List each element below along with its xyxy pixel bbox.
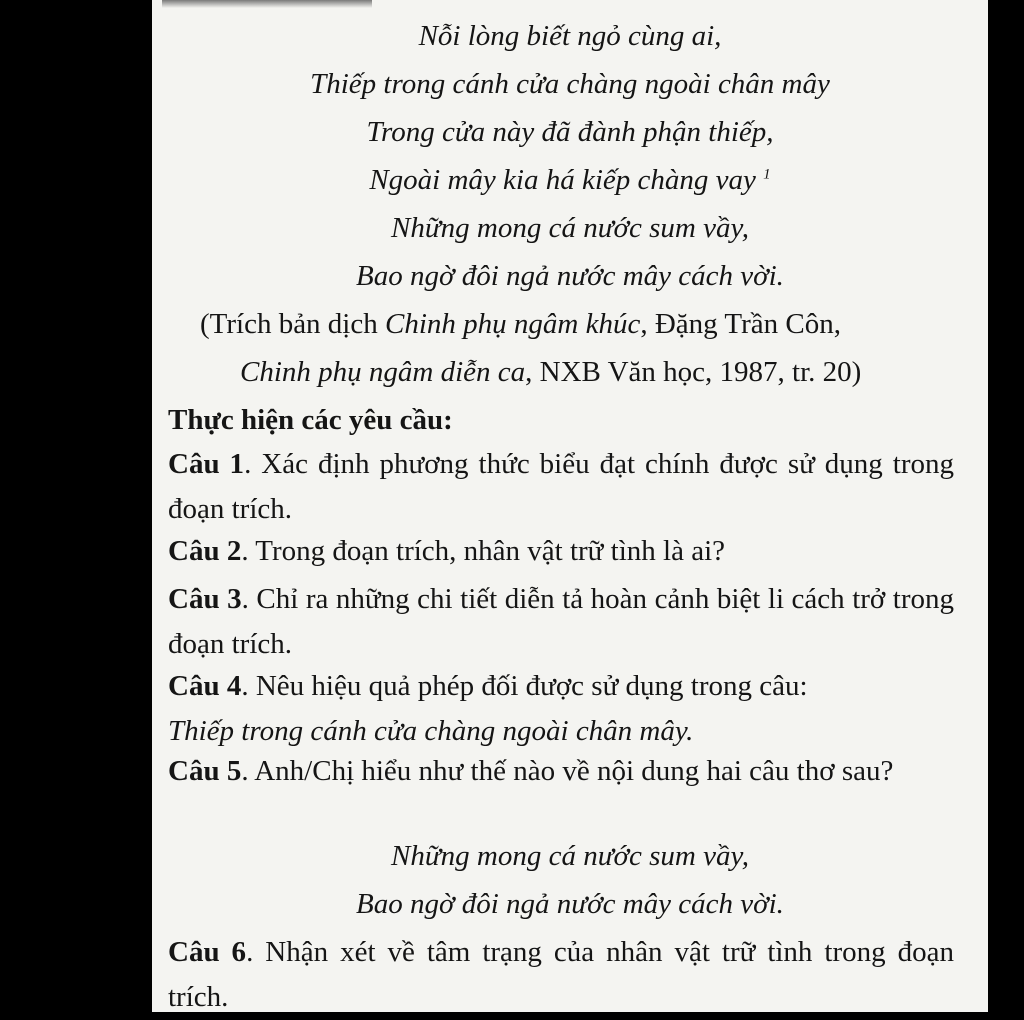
poem-line-2: Thiếp trong cánh cửa chàng ngoài chân mây [310,68,830,100]
question-6 [168,930,954,1020]
question-4-quote: Thiếp trong cánh cửa chàng ngoài chân mây. [168,715,694,747]
citation-open: (Trích bản dịch [200,308,385,340]
citation-work-title-1: Chinh phụ ngâm khúc [385,308,641,340]
task-heading: Thực hiện các yêu cầu: [168,404,453,436]
citation-publisher: , NXB Văn học, 1987, tr. 20) [525,356,862,388]
document-page [152,0,988,1012]
question-1-text: . Xác định phương thức biểu đạt chính được sử dụng trong đoạn trích. [168,448,954,525]
cropped-text-remnant [162,0,372,8]
question-4 [168,664,954,754]
question-3-text: . Chỉ ra những chi tiết diễn tả hoàn cảnh biệt li cách trở trong đoạn trích. [168,583,954,660]
question-2-text: . Trong đoạn trích, nhân vật trữ tình là ai? [241,535,725,567]
citation-work-title-2: Chinh phụ ngâm diễn ca [240,356,526,388]
poem-line-3: Trong cửa này đã đành phận thiếp, [366,116,774,148]
poem-line-6: Bao ngờ đôi ngả nước mây cách vời. [356,260,784,292]
question-6-text: . Nhận xét về tâm trạng của nhân vật trữ tình trong đoạn trích. [168,936,954,1013]
citation-line-1 [200,306,841,342]
question-5-text: . Anh/Chị hiểu như thế nào về nội dung hai câu thơ sau? [241,755,894,787]
poem-line-4-text: Ngoài mây kia há kiếp chàng vay [369,164,756,196]
question-1 [168,442,954,532]
question-2-label: Câu 2 [168,535,242,567]
question-2 [168,529,954,574]
question-1-label: Câu 1 [168,448,245,480]
question-4-text: . Nêu hiệu quả phép đối được sử dụng trong câu: [241,670,808,702]
question-3-label: Câu 3 [168,583,242,615]
question-5-label: Câu 5 [168,755,242,787]
footnote-marker: 1 [763,166,771,183]
question-6-label: Câu 6 [168,936,247,968]
question-5 [168,749,954,794]
citation-author: , Đặng Trần Côn, [640,308,841,340]
poem-line-1: Nỗi lòng biết ngỏ cùng ai, [418,20,722,52]
question-4-label: Câu 4 [168,670,242,702]
quoted-couplet-line-1: Những mong cá nước sum vầy, [390,840,749,872]
poem-line-4 [152,162,988,198]
question-3 [168,577,954,667]
quoted-couplet-line-2: Bao ngờ đôi ngả nước mây cách vời. [356,888,784,920]
poem-line-5: Những mong cá nước sum vầy, [390,212,749,244]
citation-line-2 [240,354,861,390]
